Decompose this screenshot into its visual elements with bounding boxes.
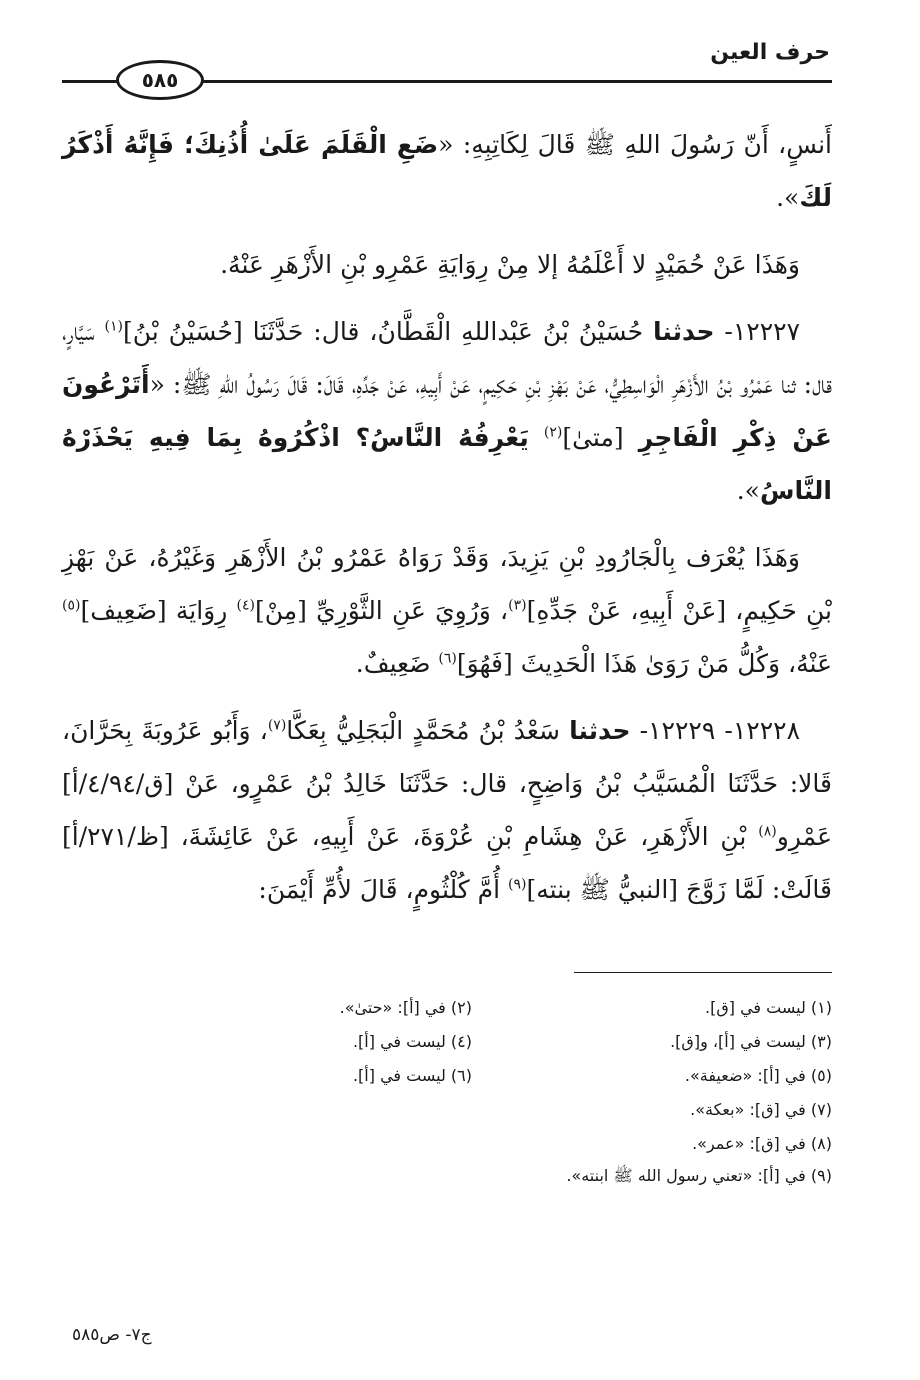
text-run: وَهَذَا عَنْ حُمَيْدٍ لا أَعْلَمُهُ إلا مِنْ رِوَايَةِ عَمْرِو بْنِ الأَزْهَرِ عَنْهُ.	[220, 250, 800, 279]
footnotes	[62, 990, 832, 1194]
footnote-ref: (٩)	[508, 876, 527, 893]
paragraph-3	[62, 305, 832, 517]
paragraph-4	[62, 531, 832, 690]
footnote-ref: (٤)	[236, 597, 255, 614]
hadith-number: ١٢٢٢٧-	[724, 317, 801, 346]
page-number: ٥٨٥	[141, 68, 179, 92]
footnote-ref: (٥)	[62, 597, 81, 614]
footnote-row	[62, 990, 832, 1024]
footnote-row	[62, 1126, 832, 1160]
haddathana-label: حدثنا	[569, 716, 631, 745]
text-run: رِوَايَة [ضَعِيف]	[80, 596, 237, 625]
paragraph-2	[62, 238, 832, 291]
volume-page-footer: ج٧- ص٥٨٥	[72, 1325, 152, 1345]
footnote-ref: (١)	[104, 318, 123, 335]
text-run: ، وَأَبُو عَرُوبَةَ بِحَرَّانَ، قَالا: حَدَّثَنَا الْمُسَيَّبُ بْنُ وَاضِحٍ، قال: حَدَّثَنَا خَالِدُ بْنُ عَمْرٍو، عَنْ [ق/٤/٩٤/أ] عَمْرِو	[62, 716, 832, 851]
footnote: (٨) في [ق]: «عمر».	[692, 1133, 832, 1153]
text-run: ».	[776, 183, 800, 212]
footnote-ref: (٧)	[267, 717, 287, 734]
chapter-title: حرف العين	[710, 40, 830, 65]
hadith-text: يَعْرِفُهُ النَّاسُ؟ اذْكُرُوهُ بِمَا فِيهِ يَحْذَرْهُ النَّاسُ	[62, 423, 832, 505]
hadith-text: ضَعِ الْقَلَمَ عَلَىٰ أُذُنِكَ؛ فَإِنَّهُ أَذْكَرُ لَكَ	[62, 130, 832, 212]
footnote-ref: (٨)	[758, 823, 777, 840]
text-run: [متىٰ]	[562, 423, 624, 452]
hadith-number: ١٢٢٢٨- ١٢٢٢٩-	[639, 716, 801, 745]
text-run: وَهَذَا يُعْرَف بِالْجَارُودِ بْنِ يَزِيدَ، وَقَدْ رَوَاهُ عَمْرُو بْنُ الأَزْهَرِ وَغَيْرُهُ، عَنْ بَهْزِ بْنِ حَكِيمٍ، [عَنْ أَبِيهِ، عَنْ جَدِّهِ]	[62, 543, 832, 625]
footnote-row	[62, 1160, 832, 1194]
paragraph-1	[62, 118, 832, 224]
text-run: ضَعِيفٌ.	[355, 649, 439, 678]
text-run: أَنسٍ، أَنّ رَسُولَ اللهِ ﷺ قَالَ لِكَاتِبِهِ: «	[438, 130, 832, 159]
text-run: سَعْدُ بْنُ مُحَمَّدٍ الْبَجَلِيُّ بِعَكَّا	[286, 716, 560, 745]
hadith-text: أَتَرْعُونَ عَنْ ذِكْرِ الْفَاجِرِ	[62, 370, 832, 452]
footnote: (٢) في [أ]: «حتىٰ».	[339, 997, 472, 1017]
text-run: عَنْهُ، وَكُلُّ مَنْ رَوَىٰ هَذَا الْحَدِيثَ [فَهُوَ]	[456, 649, 832, 678]
footnote: (٦) ليست في [أ].	[352, 1065, 472, 1085]
footnote: (١) ليست في [ق].	[705, 997, 832, 1017]
text-run: أُمَّ كُلْثُومٍ، قَالَ لأُمِّ أَيْمَنَ:	[258, 875, 509, 904]
text-run: ».	[736, 476, 760, 505]
footnote-rule	[574, 972, 832, 973]
footnote-ref: (٢)	[543, 424, 563, 441]
page-number-oval	[116, 60, 204, 100]
main-text	[62, 118, 832, 930]
footnote: (٥) في [أ]: «ضعيفة».	[684, 1065, 832, 1085]
footnote-row	[62, 1024, 832, 1058]
footnote: (٣) ليست في [أ]، و[ق].	[670, 1031, 832, 1051]
footnote: (٩) في [أ]: «تعني رسول الله ﷺ ابنته».	[566, 1165, 832, 1185]
haddathana-label: حدثنا	[653, 317, 715, 346]
footnote-ref: (٣)	[508, 597, 527, 614]
footnote: (٧) في [ق]: «بعكة».	[690, 1099, 832, 1119]
text-run: سَيَّارٍ، قال: ثنا عَمْرُو بْنُ الأَزْهَرِ الْوَاسِطِيُّ، عَنْ بَهْزِ بْنِ حَكِيمٍ، عَنْ أَبِيهِ، عَنْ جَدِّهِ، قَالَ: قَالَ رَسُولُ اللهِ ﷺ: «	[62, 317, 833, 399]
footnote: (٤) ليست في [أ].	[352, 1031, 472, 1051]
footnote-row	[62, 1058, 832, 1092]
text-run: حُسَيْنُ بْنُ عَبْداللهِ الْقَطَّانُ، قال: حَدَّثَنَا [حُسَيْنُ بْنُ]	[123, 317, 644, 346]
paragraph-5	[62, 704, 832, 916]
footnote-ref: (٦)	[438, 650, 457, 667]
text-run: بْنِ الأَزْهَرِ، عَنْ هِشَامِ بْنِ عُرْوَةَ، عَنْ أَبِيهِ، عَنْ عَائِشَةَ، [ظ/٢٧١/أ] قَالَتْ: لَمَّا زَوَّجَ [النبيُّ ﷺ بنته]	[62, 822, 832, 904]
text-run: ، وَرُوِيَ عَنِ الثَّوْرِيِّ [مِنْ]	[254, 596, 509, 625]
footnote-row	[62, 1092, 832, 1126]
